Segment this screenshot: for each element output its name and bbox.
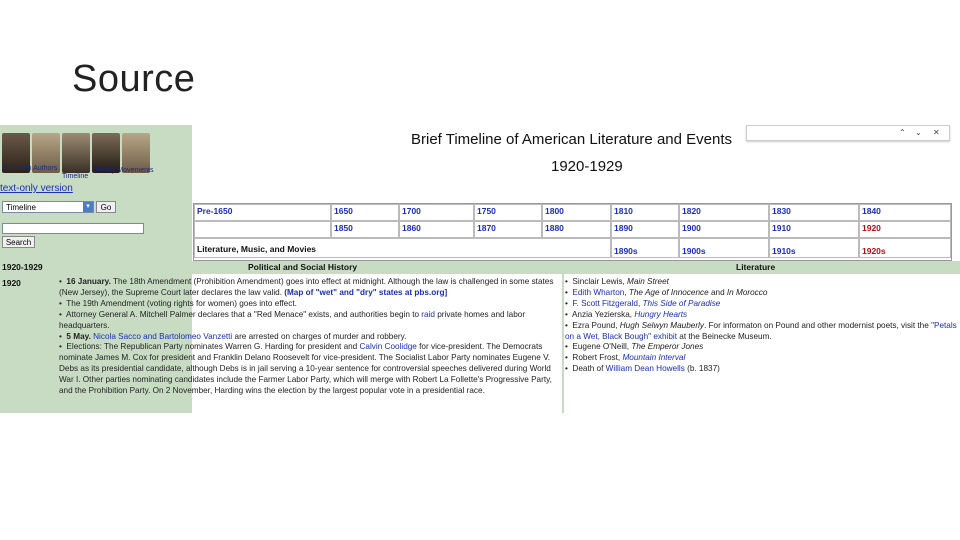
political-header: Political and Social History [248, 262, 358, 272]
list-item: • 16 January. The 18th Amendment (Prohibition Amendment) goes into effect at midnight. Although the law is challenged in some states (New Jersey), the Supreme Court later declares the law valid. (Map of "wet" and "dry" states at pbs.org] [59, 277, 554, 297]
page-title: Brief Timeline of American Literature and Events [411, 131, 732, 148]
hungry-hearts-link[interactable]: Hungry Hearts [634, 309, 688, 319]
slide-title: Source [72, 58, 196, 100]
work-title: In Morocco [726, 287, 768, 297]
timeline-link[interactable]: 1840 [859, 204, 951, 221]
event-date: 16 January. [66, 277, 111, 286]
author-name: Sinclair Lewis, [572, 277, 628, 286]
list-item: • F. Scott Fitzgerald, This Side of Paradise [565, 298, 721, 308]
timeline-row-label: Literature, Music, and Movies [194, 238, 611, 258]
column-divider [562, 261, 564, 413]
browser-screenshot [0, 125, 960, 413]
floating-toolbar [746, 125, 950, 141]
petals-exhibit-link[interactable]: "Petals on a Wet, Black Bough" exhibit [565, 320, 957, 341]
author-name: Eugene O'Neill, [572, 342, 632, 352]
page-select[interactable] [2, 201, 94, 213]
fitzgerald-link[interactable]: F. Scott Fitzgerald [572, 298, 638, 308]
note-text: . For informaton on Pound and other modernist poets, visit the [703, 320, 932, 330]
column-divider [56, 261, 58, 413]
go-button[interactable]: Go [96, 201, 116, 213]
timeline-link[interactable]: 1820 [679, 204, 769, 221]
timeline-current: 1920s [859, 238, 951, 258]
list-item: • Elections: The Republican Party nominates Warren G. Harding for president and Calvin Coolidge for vice-president. The Democrats nominate James M. Cox for president and Franklin Delano Roosevelt for vice-president. The Socialist Labor Party nominates Eugene V. Debs as its presidential candidate, although Debs is in jail serving a 10-year sentence for controversial speeches delivered during World War I. Other parties nominating candidates include the Farmer Labor Party, which will merge with Robert La Follette's Progressive Party, and the Prohibition Party. On 2 November, Harding wins the election by the largest popular vote in a presidential race. [59, 342, 552, 396]
search-input[interactable] [2, 223, 144, 234]
wharton-link[interactable]: Edith Wharton [572, 287, 625, 297]
timeline-link[interactable]: 1910s [769, 238, 859, 258]
portrait-image [62, 133, 90, 173]
list-item: • Anzia Yezierska, Hungry Hearts [565, 309, 688, 319]
timeline-link[interactable]: 1900 [679, 221, 769, 238]
literary-movements-link[interactable]: Literary Movements [92, 167, 154, 174]
list-item: • Death of William Dean Howells (b. 1837) [565, 364, 720, 374]
event-text: Party. On 2 November, Harding wins the election by the largest popular vote in a presidential race. [129, 386, 485, 396]
chevron-down-icon: ▾ [83, 202, 93, 212]
timeline-link[interactable]: 1750 [474, 204, 542, 221]
timeline-link[interactable]: 1850 [331, 221, 399, 238]
list-item: • Attorney General A. Mitchell Palmer declares that a "Red Menace" exists, and authorities begin to raid private homes and labor headquarters. [59, 309, 526, 330]
timeline-current: 1920 [859, 221, 951, 238]
separator-text: , [624, 287, 629, 297]
close-icon[interactable]: ✕ [933, 128, 940, 137]
political-history [59, 277, 562, 397]
list-item: • Edith Wharton, The Age of Innocence and In Morocco [565, 287, 768, 297]
work-title: Hugh Selwyn Mauberly [619, 320, 704, 330]
note-text: (b. 1837) [684, 364, 720, 374]
year-label: 1920 [2, 278, 21, 288]
year-cell [0, 276, 56, 413]
timeline-link[interactable]: 1700 [399, 204, 474, 221]
event-text: Attorney General A. Mitchell Palmer declares that a "Red Menace" exists, and authorities begin to [65, 309, 422, 319]
event-text: The 18th Amendment (Prohibition Amendment) goes into effect at midnight. Although the law is challenged in some states (New Jersey), the Supreme Court later declares the law valid. [59, 277, 554, 297]
text-only-link[interactable]: text-only version [0, 183, 73, 194]
author-name: Anzia Yezierska, [571, 309, 635, 319]
timeline-link[interactable]: 1800 [542, 204, 611, 221]
coolidge-link[interactable]: Calvin Coolidge [359, 342, 417, 352]
list-item: • 5 May. Nicola Sacco and Bartolomeo Vanzetti are arrested on charges of murder and robbery. [59, 331, 407, 341]
paradise-link[interactable]: This Side of Paradise [642, 298, 721, 308]
work-title: Main Street [627, 277, 669, 286]
sacco-vanzetti-link[interactable]: Nicola Sacco and Bartolomeo Vanzetti [93, 331, 233, 341]
list-item: • Eugene O'Neill, The Emperor Jones [565, 342, 704, 352]
wet-dry-map-link[interactable]: (Map of "wet" and "dry" states at pbs.org] [284, 287, 448, 297]
year-header: 1920-1929 [2, 262, 43, 272]
timeline-link[interactable]: 1910 [769, 221, 859, 238]
timeline-link[interactable]: 1810 [611, 204, 679, 221]
page-select-value: Timeline [6, 203, 36, 212]
timeline-link[interactable]: 1650 [331, 204, 399, 221]
timeline-link[interactable]: Timeline [62, 173, 89, 180]
event-text: Elections: The Republican Party nominates Warren G. Harding for president and [66, 342, 360, 352]
literature-header: Literature [736, 262, 776, 272]
mountain-interval-link[interactable]: Mountain Interval [622, 353, 686, 363]
literature-list [565, 277, 960, 375]
author-name: Robert Frost, [572, 353, 623, 363]
list-item: • Robert Frost, Mountain Interval [565, 353, 686, 363]
list-item: • Ezra Pound, Hugh Selwyn Mauberly. For informaton on Pound and other modernist poets, visit the "Petals on a Wet, Black Bough" exhibit at the Beinecke Museum. [565, 320, 957, 341]
chevron-down-icon[interactable]: ⌄ [915, 128, 922, 137]
note-text: at the Beinecke Museum. [677, 331, 772, 341]
raid-link[interactable]: raid [421, 309, 435, 319]
page-subtitle: 1920-1929 [551, 158, 623, 175]
timeline-link[interactable]: 1880 [542, 221, 611, 238]
work-title: The Age of Innocence [628, 287, 709, 297]
separator-text: and [708, 287, 727, 297]
howells-link[interactable]: William Dean Howells [605, 364, 685, 374]
timeline-link[interactable]: 1890s [611, 238, 679, 258]
chevron-up-icon[interactable]: ⌃ [899, 128, 906, 137]
timeline-link[interactable]: 1890 [611, 221, 679, 238]
event-text: are arrested on charges of murder and robbery. [232, 331, 407, 341]
timeline-link[interactable]: Pre-1650 [194, 204, 331, 221]
timeline-link[interactable]: 1830 [769, 204, 859, 221]
list-item: • Sinclair Lewis, Main Street [565, 277, 669, 286]
event-text: private homes and labor headquarters. [59, 309, 526, 330]
timeline-link[interactable]: 1870 [474, 221, 542, 238]
event-date: 5 May. [66, 331, 91, 341]
timeline-spacer [194, 221, 331, 238]
author-name: Ezra Pound, [572, 320, 620, 330]
american-authors-link[interactable]: American Authors [2, 165, 58, 172]
event-text: for vice-president. The Democrats nominate James M. Cox for president and Franklin Delano Roosevelt for vice-president. The Socialist Labor Party nominates Eugene V. Debs as its presidential candidate, although Debs is in jail serving a 10-year sentence for controversial speeches delivered during World War I. Other parties nominating candidates include the Farmer Labor Party, which will merge with Robert La Follette's Progressive Party, and the Prohibition [59, 342, 552, 396]
list-item: • The 19th Amendment (voting rights for women) goes into effect. [59, 298, 297, 308]
timeline-link[interactable]: 1860 [399, 221, 474, 238]
table-header [0, 261, 960, 274]
separator-text: , [637, 298, 643, 308]
timeline-link[interactable]: 1900s [679, 238, 769, 258]
search-button[interactable]: Search [2, 236, 35, 248]
timeline-nav [193, 203, 952, 261]
work-title: The Emperor Jones [631, 342, 704, 352]
event-text: The 19th Amendment (voting rights for women) goes into effect. [66, 298, 297, 308]
note-text: Death of [572, 364, 606, 374]
